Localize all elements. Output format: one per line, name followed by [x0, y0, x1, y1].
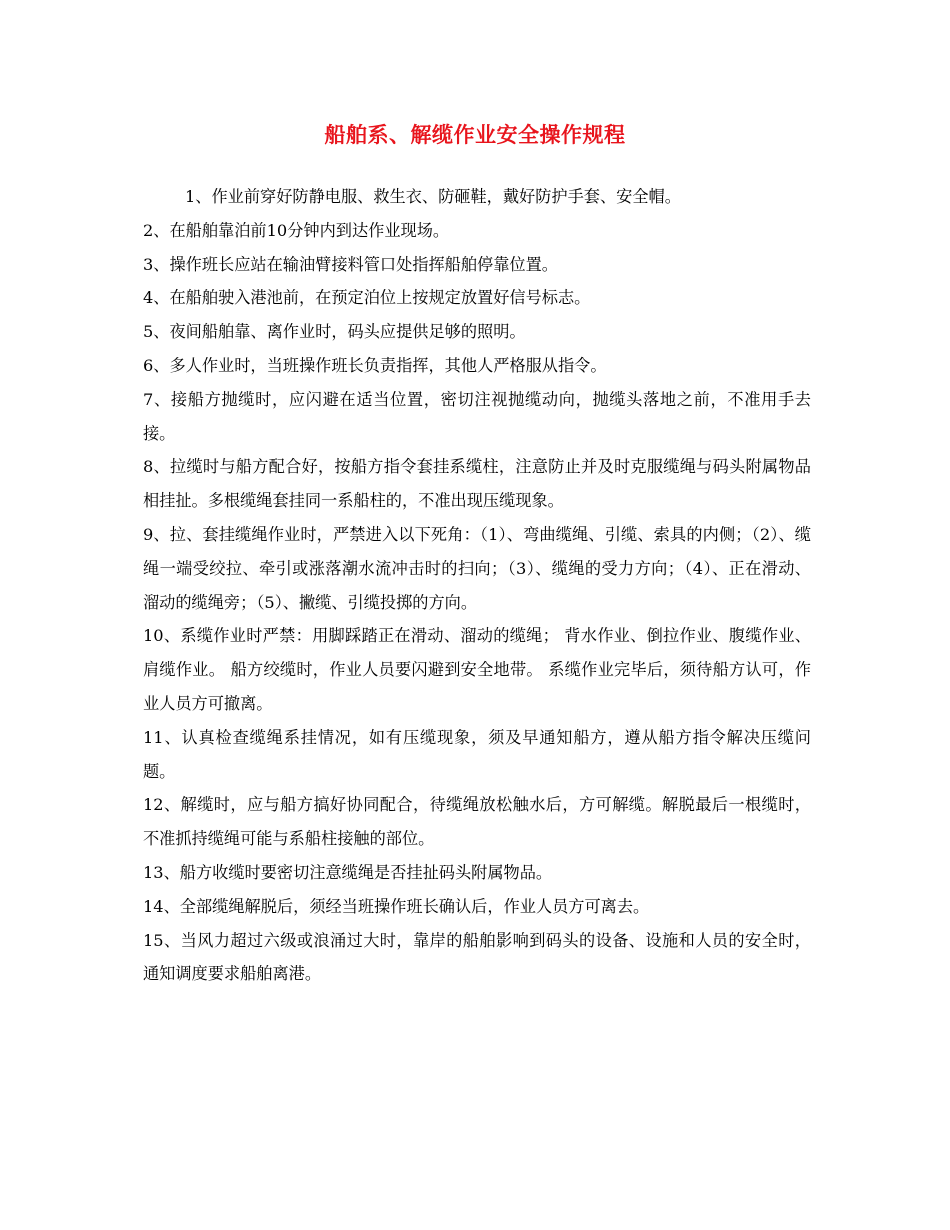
rule-paragraph-15: 15、当风力超过六级或浪涌过大时，靠岸的船舶影响到码头的设备、设施和人员的安全时，通知调度要求船舶离港。	[143, 930, 811, 984]
rule-paragraph-13: 13、船方收缆时要密切注意缆绳是否挂扯码头附属物品。	[143, 862, 553, 882]
rule-paragraph-14: 14、全部缆绳解脱后，须经当班操作班长确认后，作业人员方可离去。	[143, 896, 650, 916]
rule-paragraph-2: 2、在船舶靠泊前10分钟内到达作业现场。	[143, 220, 450, 240]
rule-paragraph-3: 3、操作班长应站在输油臂接料管口处指挥船舶停靠位置。	[143, 254, 558, 274]
rule-paragraph-6: 6、多人作业时，当班操作班长负责指挥，其他人严格服从指令。	[143, 355, 607, 375]
rule-paragraph-5: 5、夜间船舶靠、离作业时，码头应提供足够的照明。	[143, 322, 526, 342]
rule-paragraph-12: 12、解缆时，应与船方搞好协同配合，待缆绳放松触水后，方可解缆。解脱最后一根缆时，不准抓持缆绳可能与系船柱接触的部位。	[143, 795, 811, 849]
rule-paragraph-1: 1、作业前穿好防静电服、救生衣、防砸鞋，戴好防护手套、安全帽。	[185, 187, 681, 206]
document-body	[143, 180, 811, 991]
rule-paragraph-11: 11、认真检查缆绳系挂情况，如有压缆现象，须及早通知船方，遵从船方指令解决压缆问题。	[143, 727, 811, 781]
rule-paragraph-10: 10、系缆作业时严禁：用脚踩踏正在滑动、溜动的缆绳； 背水作业、倒拉作业、腹缆作业、肩缆作业。 船方绞缆时，作业人员要闪避到安全地带。 系缆作业完毕后，须待船方认可，作业人员方可撤离。	[143, 626, 811, 713]
rule-paragraph-9: 9、拉、套挂缆绳作业时，严禁进入以下死角：（1）、弯曲缆绳、引缆、索具的内侧；（2）、缆绳一端受绞拉、牵引或涨落潮水流冲击时的扫向；（3）、缆绳的受力方向；（4）、正在滑动、溜动的缆绳旁；（5）、撇缆、引缆投掷的方向。	[143, 524, 811, 612]
document-title: 船舶系、解缆作业安全操作规程	[324, 122, 626, 147]
rule-paragraph-8: 8、拉缆时与船方配合好，按船方指令套挂系缆柱，注意防止并及时克服缆绳与码头附属物品相挂扯。多根缆绳套挂同一系船柱的，不准出现压缆现象。	[143, 457, 811, 511]
rule-paragraph-7: 7、接船方抛缆时，应闪避在适当位置，密切注视抛缆动向，抛缆头落地之前，不准用手去接。	[143, 389, 811, 443]
rule-paragraph-4: 4、在船舶驶入港池前，在预定泊位上按规定放置好信号标志。	[143, 288, 591, 308]
